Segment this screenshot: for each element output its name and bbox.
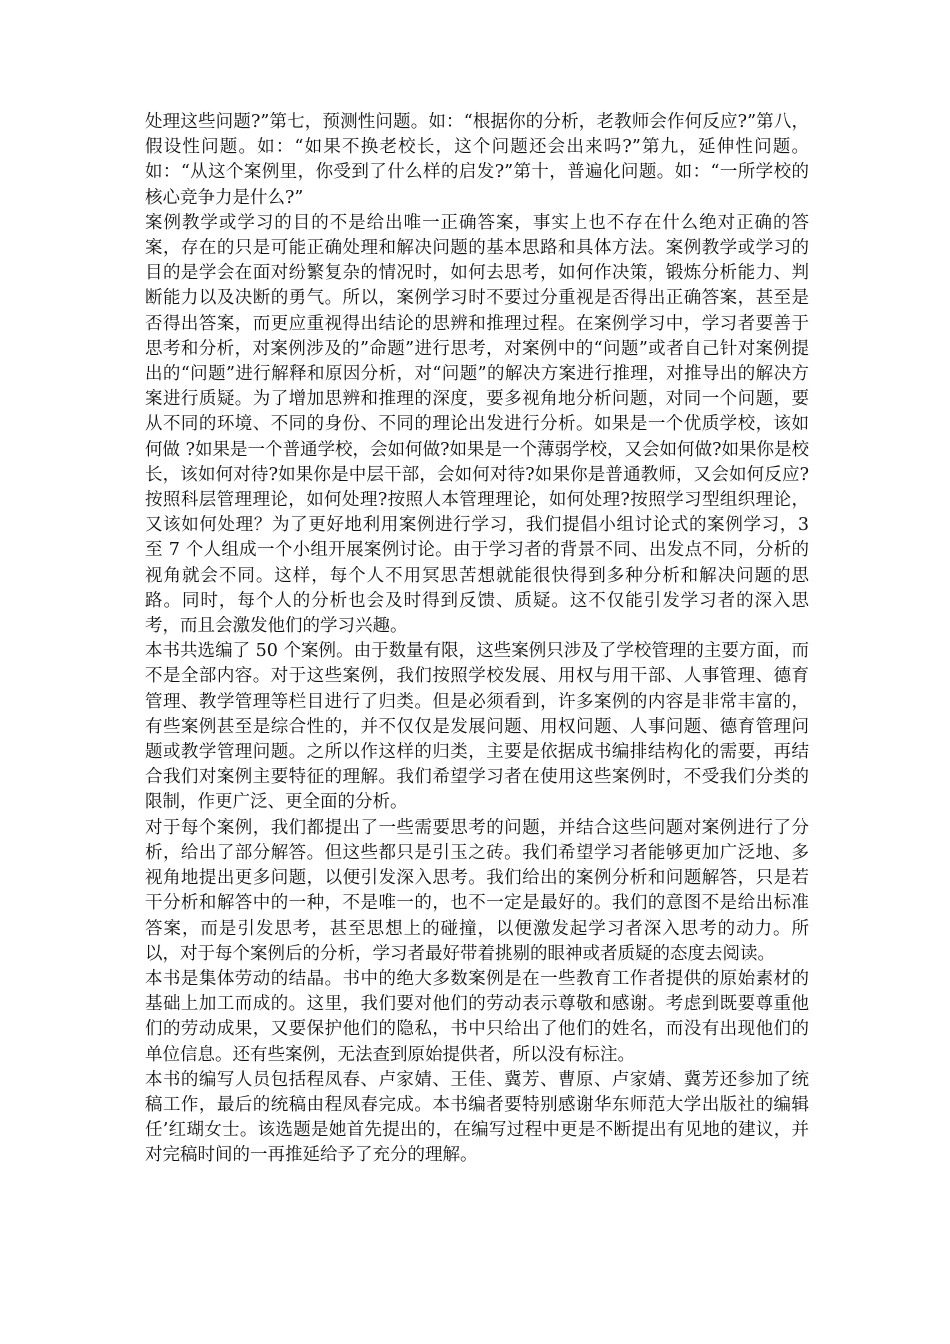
paragraph-case-learning-purpose: 案例教学或学习的目的不是给出唯一正确答案，事实上也不存在什么绝对正确的答案，存在的只是可能正确处理和解决问题的基本思路和具体方法。案例教学或学习的目的是学会在面对纷繁复杂的情况时，如何去思考，如何作决策，锻炼分析能力、判断能力以及决断的勇气。所以，案例学习时不要过分重视是否得出正确答案，甚至是否得出答案，而更应重视得出结论的思辨和推理过程。在案例学习中，学习者要善于思考和分析，对案例涉及的”命题”进行思考，对案例中的“问题”或者自己针对案例提出的“问题”进行解释和原因分析，对“问题”的解决方案进行推理，对推导出的解决方案进行质疑。为了增加思辨和推理的深度，要多视角地分析问题，对同一个问题，要从不同的环境、不同的身份、不同的理论出发进行分析。如果是一个优质学校，该如何做 ?如果是一个普通学校，会如何做?如果是一个薄弱学校，又会如何做?如果你是校长，该如何对待?如果你是中层干部，会如何对待?如果你是普通教师，又会如何反应?按照科层管理理论，如何处理?按照人本管理理论，如何处理?按照学习型组织理论，又该如何处理？为了更好地利用案例进行学习，我们提倡小组讨论式的案例学习，3 至 7 个人组成一个小组开展案例讨论。由于学习者的背景不同、出发点不同，分析的视角就会不同。这样，每个人不用冥思苦想就能很快得到多种分析和解决问题的思路。同时，每个人的分析也会及时得到反馈、质疑。这不仅能引发学习者的深入思考，而且会激发他们的学习兴趣。 bbox=[145, 212, 809, 637]
paragraph-question-types: 处理这些问题?”第七，预测性问题。如：“根据你的分析，老教师会作何反应?”第八，假设性问题。如：“如果不换老校长，这个问题还会出来吗?”第九，延伸性问题。如：“从这个案例里，你受到了什么样的启发?”第十，普遍化问题。如：“一所学校的核心竞争力是什么?” bbox=[145, 112, 809, 208]
paragraph-editors-thanks: 本书的编写人员包括程凤春、卢家婧、王佳、冀芳、曹原、卢家婧、冀芳还参加了统稿工作，最后的统稿由程凤春完成。本书编者要特别感谢华东师范大学出版社的编辑任’红瑚女士。该选题是她首先提出的，在编写过程中更是不断提出有见地的建议，并对完稿时间的一再推延给予了充分的理解。 bbox=[145, 1069, 809, 1166]
paragraph-case-analysis: 对于每个案例，我们都提出了一些需要思考的问题，并结合这些问题对案例进行了分析，给出了部分解答。但这些都只是引玉之砖。我们希望学习者能够更加广泛地、多视角地提出更多问题，以便引发深入思考。我们给出的案例分析和问题解答，只是若干分析和解答中的一种，不是唯一的，也不一定是最好的。我们的意图不是给出标准答案，而是引发思考，甚至思想上的碰撞，以便激发起学习者深入思考的动力。所以，对于每个案例后的分析，学习者最好带着挑剔的眼神或者质疑的态度去阅读。 bbox=[145, 817, 809, 964]
paragraph-case-selection: 本书共选编了 50 个案例。由于数量有限，这些案例只涉及了学校管理的主要方面，而不是全部内容。对于这些案例，我们按照学校发展、用权与用干部、人事管理、德育管理、教学管理等栏目进行了归类。但是必须看到，许多案例的内容是非常丰富的，有些案例甚至是综合性的，并不仅仅是发展问题、用权问题、人事问题、德育管理问题或教学管理问题。之所以作这样的归类，主要是依据成书编排结构化的需要，再结合我们对案例主要特征的理解。我们希望学习者在使用这些案例时，不受我们分类的限制，作更广泛、更全面的分析。 bbox=[145, 641, 809, 813]
paragraph-acknowledgement-contributors: 本书是集体劳动的结晶。书中的绝大多数案例是在一些教育工作者提供的原始素材的基础上加工而成的。这里，我们要对他们的劳动表示尊敬和感谢。考虑到既要尊重他们的劳动成果，又要保护他们的隐私，书中只给出了他们的姓名，而没有出现他们的单位信息。还有些案例，无法查到原始提供者，所以没有标注。 bbox=[145, 968, 809, 1065]
document-body bbox=[145, 110, 809, 1169]
